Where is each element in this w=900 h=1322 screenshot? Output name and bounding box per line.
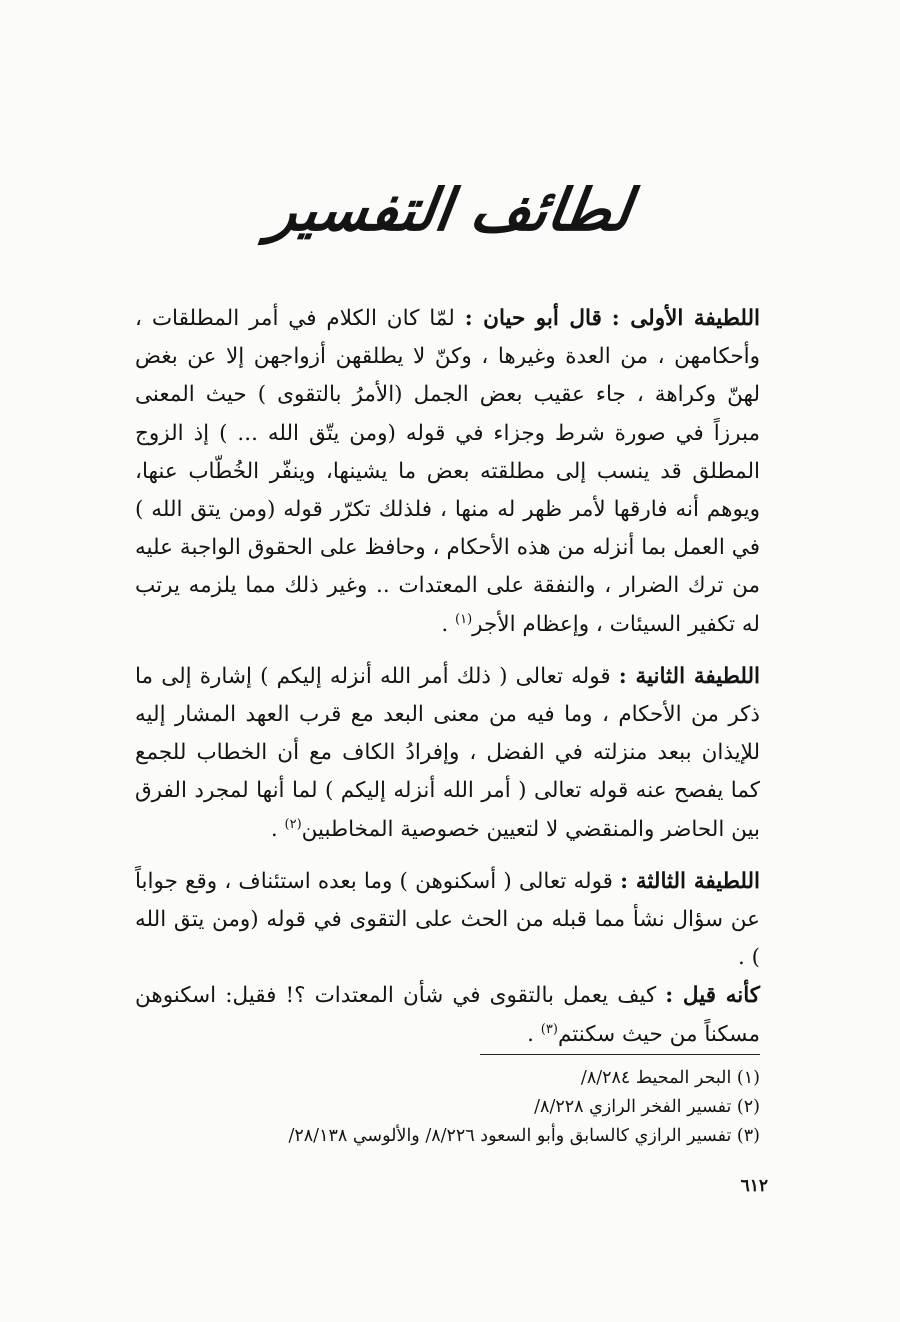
footnote-ref: (٢)	[284, 816, 302, 832]
paragraph-text: قوله تعالى ( أسكنوهن ) وما بعده استئناف ، وقع جواباً عن سؤال نشأ مما قبله من الحث على التقوى في قوله (ومن يتق الله ) .	[135, 868, 760, 971]
paragraph-label: اللطيفة الثانية :	[618, 663, 760, 689]
footnote-divider	[480, 1054, 760, 1055]
paragraph-fourth	[135, 977, 760, 1053]
paragraph-sublabel: قال أبو حيان :	[464, 306, 602, 331]
footnote-ref: (١)	[455, 611, 473, 627]
page-heading: لطائف التفسير	[264, 176, 636, 244]
footnote-item: (١) البحر المحيط ٨/٢٨٤/	[580, 1068, 760, 1088]
paragraph-label: كأنه قيل :	[665, 983, 760, 1009]
paragraph-label: اللطيفة الثالثة :	[620, 868, 760, 894]
footnotes	[135, 1064, 760, 1151]
paragraph-text: قوله تعالى ( ذلك أمر الله أنزله إليكم ) إشارة إلى ما ذكر من الأحكام ، وما فيه من معنى البعد مع قرب العهد المشار إليه للإيذان ببعد منزلته في الفضل ، وإفرادُ الكاف مع أن الخطاب للجمع كما يفصح عنه قوله تعالى ( أمر الله أنزله إليكم ) لما أنها لمجرد الفرق بين الحاضر والمنقضي لا لتعيين خصوصية المخاطبين	[135, 663, 760, 842]
page-number: ٦١٢	[740, 1176, 768, 1196]
paragraph-label: اللطيفة الأولى :	[611, 306, 761, 331]
paragraph-first	[135, 300, 760, 644]
footnote-item: (٣) تفسير الرازي كالسابق وأبو السعود ٨/٢٢٦/ والألوسي ٢٨/١٣٨/	[288, 1126, 760, 1146]
paragraph-text: كيف يعمل بالتقوى في شأن المعتدات ؟! فقيل: اسكنوهن مسكناً من حيث سكنتم	[135, 983, 760, 1047]
paragraph-text: لمّا كان الكلام في أمر المطلقات ، وأحكامهن ، من العدة وغيرها ، وكنّ لا يطلقهن أزواجهن إلا عن بغض لهنّ وكراهة ، جاء عقيب بعض الجمل (الأمرُ بالتقوى ) حيث المعنى مبرزاً في صورة شرط وجزاء في قوله (ومن يتّق الله ... ) إذ الزوج المطلق قد ينسب إلى مطلقته بعض ما يشينها، وينفّر الخُطّاب عنها، ويوهم أنه فارقها لأمر ظهر له منها ، فلذلك تكرّر قوله (ومن يتق الله ) في العمل بما أنزله من هذه الأحكام ، وحافظ على الحقوق الواجبة عليه من ترك الضرار ، والنفقة على المعتدات .. وغير ذلك مما يلزمه يرتب له تكفير السيئات ، وإعظام الأجر	[135, 306, 760, 637]
paragraph-end: .	[270, 816, 285, 842]
paragraph-second	[135, 658, 760, 849]
paragraph-end: .	[527, 1021, 541, 1047]
paragraph-third	[135, 863, 760, 978]
paragraph-end: .	[441, 611, 456, 637]
body-text	[135, 300, 760, 1054]
footnote-ref: (٣)	[540, 1021, 558, 1037]
footnote-item: (٢) تفسير الفخر الرازي ٨/٢٢٨/	[534, 1097, 760, 1117]
